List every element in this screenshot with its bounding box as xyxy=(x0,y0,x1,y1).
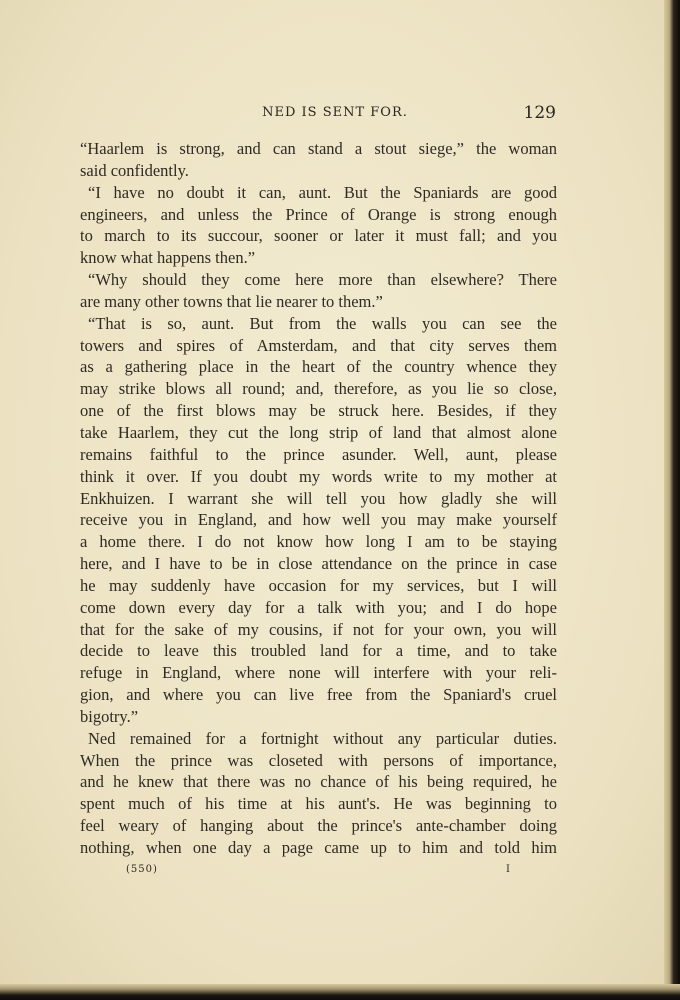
text-line: here, and I have to be in close attendance on the prince in case xyxy=(80,554,557,574)
signature-code: (550) xyxy=(126,864,158,875)
text-line: towers and spires of Amsterdam, and that city serves them xyxy=(80,335,557,355)
text-line: come down every day for a talk with you; and I do hope xyxy=(80,597,557,617)
signature-letter: I xyxy=(506,864,510,875)
text-line: When the prince was closeted with persons of importance, xyxy=(80,750,557,770)
body-text xyxy=(80,138,557,859)
text-line: remains faithful to the prince asunder. Well, aunt, please xyxy=(80,444,557,464)
text-line: nothing, when one day a page came up to him and told him xyxy=(80,838,557,857)
text-line: receive you in England, and how well you may make yourself xyxy=(80,510,557,530)
text-line: bigotry.” xyxy=(80,706,139,726)
text-line: Enkhuizen. I warrant she will tell you how gladly she will xyxy=(80,488,557,508)
page-header xyxy=(80,103,556,127)
text-line: said confidently. xyxy=(80,160,189,180)
text-line: one of the first blows may be struck here. Besides, if they xyxy=(80,401,557,421)
text-line: gion, and where you can live free from the Spaniard's cruel xyxy=(80,685,557,705)
text-line: feel weary of hanging about the prince's ante-chamber doing xyxy=(80,816,557,836)
text-line: and he knew that there was no chance of his being required, he xyxy=(80,772,557,792)
text-line: refuge in England, where none will interfere with your reli- xyxy=(80,663,557,683)
text-line: think it over. If you doubt my words write to my mother at xyxy=(80,466,557,486)
text-line: a home there. I do not know how long I am to be staying xyxy=(80,532,557,552)
text-line: decide to leave this troubled land for a time, and to take xyxy=(80,641,557,661)
page-edge-right xyxy=(664,0,680,1000)
text-line: are many other towns that lie nearer to them.” xyxy=(80,291,383,311)
page-edge-bottom xyxy=(0,984,680,1000)
text-line: that for the sake of my cousins, if not for your own, you will xyxy=(80,619,557,639)
text-line: engineers, and unless the Prince of Orange is strong enough xyxy=(80,204,557,224)
text-line: “Haarlem is strong, and can stand a stout siege,” the woman xyxy=(80,139,557,158)
text-line: take Haarlem, they cut the long strip of land that almost alone xyxy=(80,422,557,442)
text-line: “Why should they come here more than elsewhere? There xyxy=(88,270,557,290)
page-footer xyxy=(80,862,556,880)
text-line: to march to its succour, sooner or later it must fall; and you xyxy=(80,226,557,246)
text-line: Ned remained for a fortnight without any particular duties. xyxy=(88,728,557,748)
text-line: may strike blows all round; and, therefore, as you lie so close, xyxy=(80,379,557,399)
text-line: as a gathering place in the heart of the country whence they xyxy=(80,357,557,377)
running-head: NED IS SENT FOR. xyxy=(262,105,408,120)
text-line: know what happens then.” xyxy=(80,248,256,268)
text-line: “I have no doubt it can, aunt. But the Spaniards are good xyxy=(88,182,557,202)
text-line: spent much of his time at his aunt's. He was beginning to xyxy=(80,794,557,814)
text-line: “That is so, aunt. But from the walls you can see the xyxy=(88,313,557,333)
page-number: 129 xyxy=(523,103,556,123)
text-line: he may suddenly have occasion for my services, but I will xyxy=(80,575,557,595)
